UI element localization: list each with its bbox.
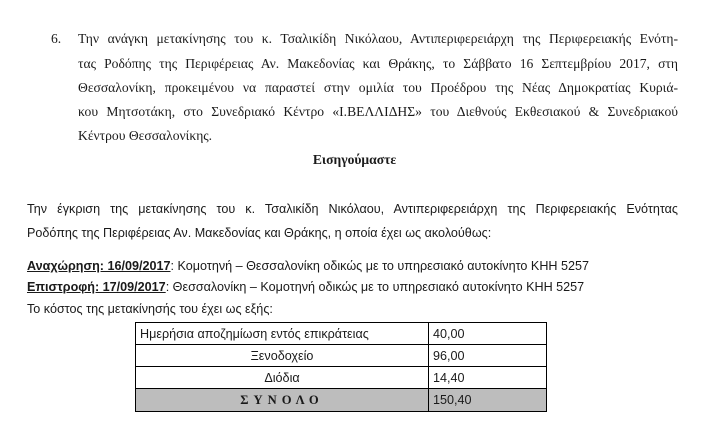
- return-label: Επιστροφή: 17/09/2017: [27, 280, 166, 294]
- cost-table: [135, 322, 547, 412]
- approval-line-2: Ροδόπης της Περιφέρειας Αν. Μακεδονίας και Θράκης, η οποία έχει ως ακολούθως:: [27, 226, 492, 240]
- item-line-3: Θεσσαλονίκη, προκειμένου να παραστεί στην ομιλία του Προέδρου της Νέας Δημοκρατίας Κυριά-: [78, 80, 678, 95]
- return-line: [27, 279, 584, 295]
- table-row: [136, 323, 547, 345]
- row-label: Ημερήσια αποζημίωση εντός επικράτειας: [136, 323, 429, 345]
- departure-line: [27, 258, 589, 274]
- row-amount: 40,00: [429, 323, 547, 345]
- table-row: [136, 367, 547, 389]
- departure-label: Αναχώρηση: 16/09/2017: [27, 259, 171, 273]
- table-row: [136, 345, 547, 367]
- row-amount: 96,00: [429, 345, 547, 367]
- row-label: Ξενοδοχείο: [136, 345, 429, 367]
- total-amount: 150,40: [429, 389, 547, 412]
- total-row: [136, 389, 547, 412]
- item-line-1: Την ανάγκη μετακίνησης του κ. Τσαλικίδη Νικόλαου, Αντιπεριφερειάρχη της Περιφερειακής Ενότη-: [78, 31, 678, 46]
- item-line-2: τας Ροδόπης της Περιφέρειας Αν. Μακεδονίας και Θράκης, το Σάββατο 16 Σεπτεμβρίου 2017, στη: [78, 56, 678, 71]
- cost-intro: Το κόστος της μετακίνησής του έχει ως εξής:: [27, 302, 273, 316]
- item-line-4: κου Μητσοτάκη, στο Συνεδριακό Κέντρο «Ι.ΒΕΛΛΙΔΗΣ» του Διεθνούς Εκθεσιακού & Συνεδριακού: [78, 104, 678, 119]
- item-line-5: Κέντρου Θεσσαλονίκης.: [78, 128, 213, 143]
- row-label: Διόδια: [136, 367, 429, 389]
- item-number: 6.: [51, 31, 62, 46]
- row-amount: 14,40: [429, 367, 547, 389]
- section-heading: Εισηγούμαστε: [312, 152, 397, 167]
- departure-text: : Κομοτηνή – Θεσσαλονίκη οδικώς με το υπηρεσιακό αυτοκίνητο ΚΗΗ 5257: [170, 259, 590, 273]
- approval-line-1: Την έγκριση της μετακίνησης του κ. Τσαλικίδη Νικόλαου, Αντιπεριφερειάρχη της Περιφερειακής Ενότητας: [27, 202, 678, 216]
- total-label: ΣΥΝΟΛΟ: [136, 389, 429, 412]
- return-text: : Θεσσαλονίκη – Κομοτηνή οδικώς με το υπηρεσιακό αυτοκίνητο ΚΗΗ 5257: [165, 280, 585, 294]
